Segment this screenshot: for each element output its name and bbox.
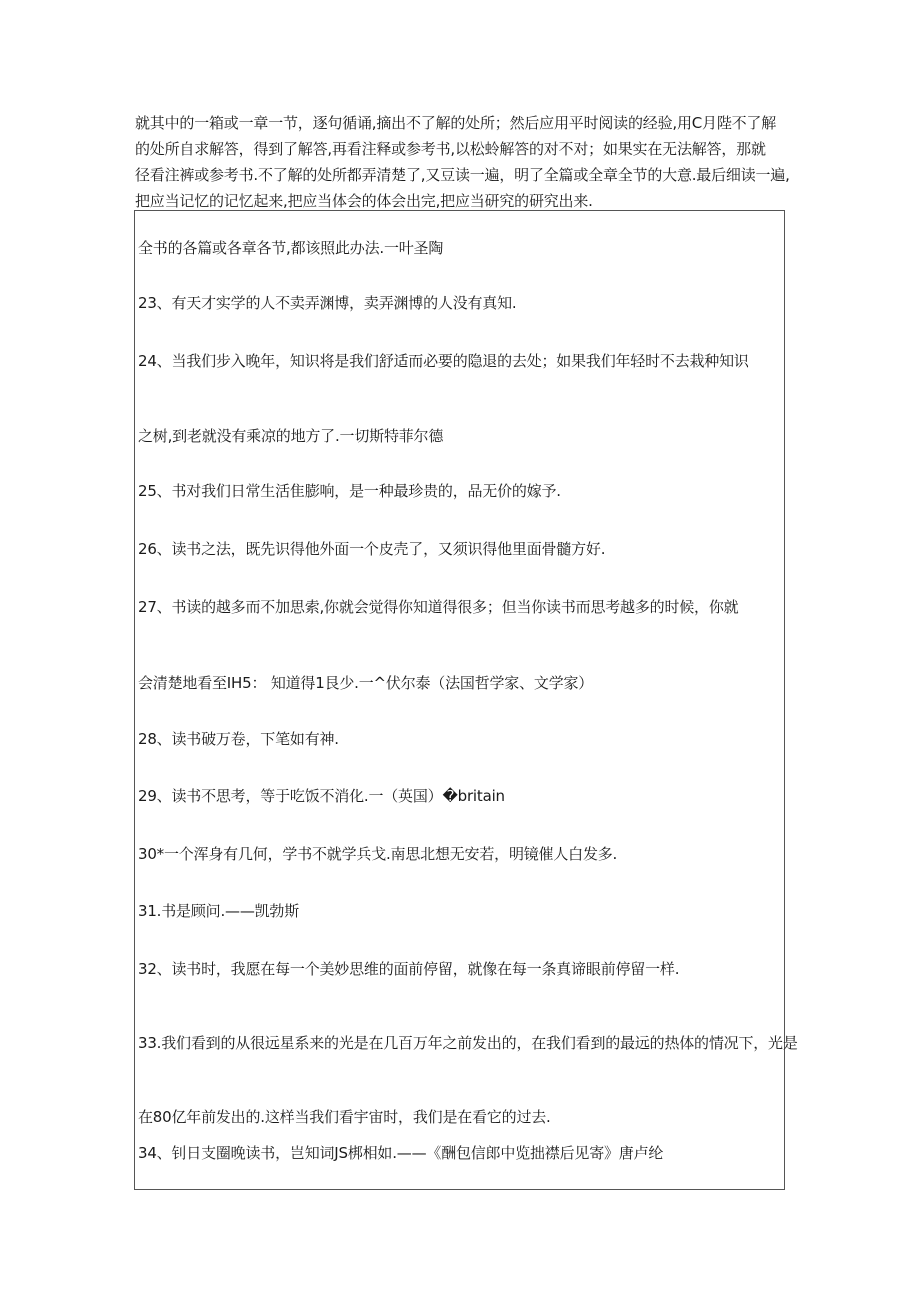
quote-item-23: 23、有天才实学的人不卖弄渊博，卖弄渊博的人没有真知. xyxy=(138,294,517,312)
quote-item-34: 34、钊日支圈晚读书，岂知词JS梆相如.——《酬包信郎中览拙襟后见寄》唐卢纶 xyxy=(138,1144,664,1162)
quote-item-33: 33.我们看到的从很远星系来的光是在几百万年之前发出的，在我们看到的最远的热体的情况下，光是 xyxy=(138,1034,798,1052)
quote-line: 全书的各篇或各章各节,都该照此办法.一叶圣陶 xyxy=(138,239,444,257)
quote-line: 会清楚地看至IH5： 知道得1艮少.一^伏尔泰（法国哲学家、文学家） xyxy=(138,674,594,692)
intro-paragraph xyxy=(135,110,795,214)
intro-line: 径看注裤或参考书.不了解的处所都弄清楚了,又豆读一遍，明了全篇或全章全节的大意.最后细读一遍, xyxy=(135,166,790,184)
intro-line: 的处所自求解答，得到了解答,再看注释或参考书,以松蛉解答的对不对；如果实在无法解答，那就 xyxy=(135,140,766,158)
quote-line: 之树,到老就没有乘凉的地方了.一切斯特菲尔德 xyxy=(138,427,444,445)
quote-item-28: 28、读书破万卷，下笔如有神. xyxy=(138,730,339,748)
quote-item-27: 27、书读的越多而不加思索,你就会觉得你知道得很多；但当你读书而思考越多的时候，你就 xyxy=(138,598,739,616)
quote-item-31: 31.书是顾问.——凯勃斯 xyxy=(138,902,300,920)
quote-item-24: 24、当我们步入晚年，知识将是我们舒适而必要的隐退的去处；如果我们年轻时不去栽种知识 xyxy=(138,352,749,370)
intro-line: 就其中的一箱或一章一节，逐句循诵,摘出不了解的处所；然后应用平时阅读的经验,用C月陛不了解 xyxy=(135,114,777,132)
quote-item-25: 25、书对我们日常生活隹膨响，是一种最珍贵的，品无价的嫁予. xyxy=(138,482,561,500)
quote-item-32: 32、读书时，我愿在每一个美妙思维的面前停留，就像在每一条真谛眼前停留一样. xyxy=(138,960,680,978)
quotes-box xyxy=(134,210,798,1190)
intro-line: 把应当记忆的记忆起来,把应当体会的体会出完,把应当研究的研究出来. xyxy=(135,192,593,210)
quote-item-30: 30*一个浑身有几何，学书不就学兵戈.南思北想无安若，明镜催人白发多. xyxy=(138,845,618,863)
quote-item-29: 29、读书不思考，等于吃饭不消化.一（英国）�britain xyxy=(138,787,505,805)
quote-item-26: 26、读书之法，既先识得他外面一个皮壳了，又须识得他里面骨髓方好. xyxy=(138,540,606,558)
quote-line: 在80亿年前发出的.这样当我们看宇宙时，我们是在看它的过去. xyxy=(138,1108,551,1126)
